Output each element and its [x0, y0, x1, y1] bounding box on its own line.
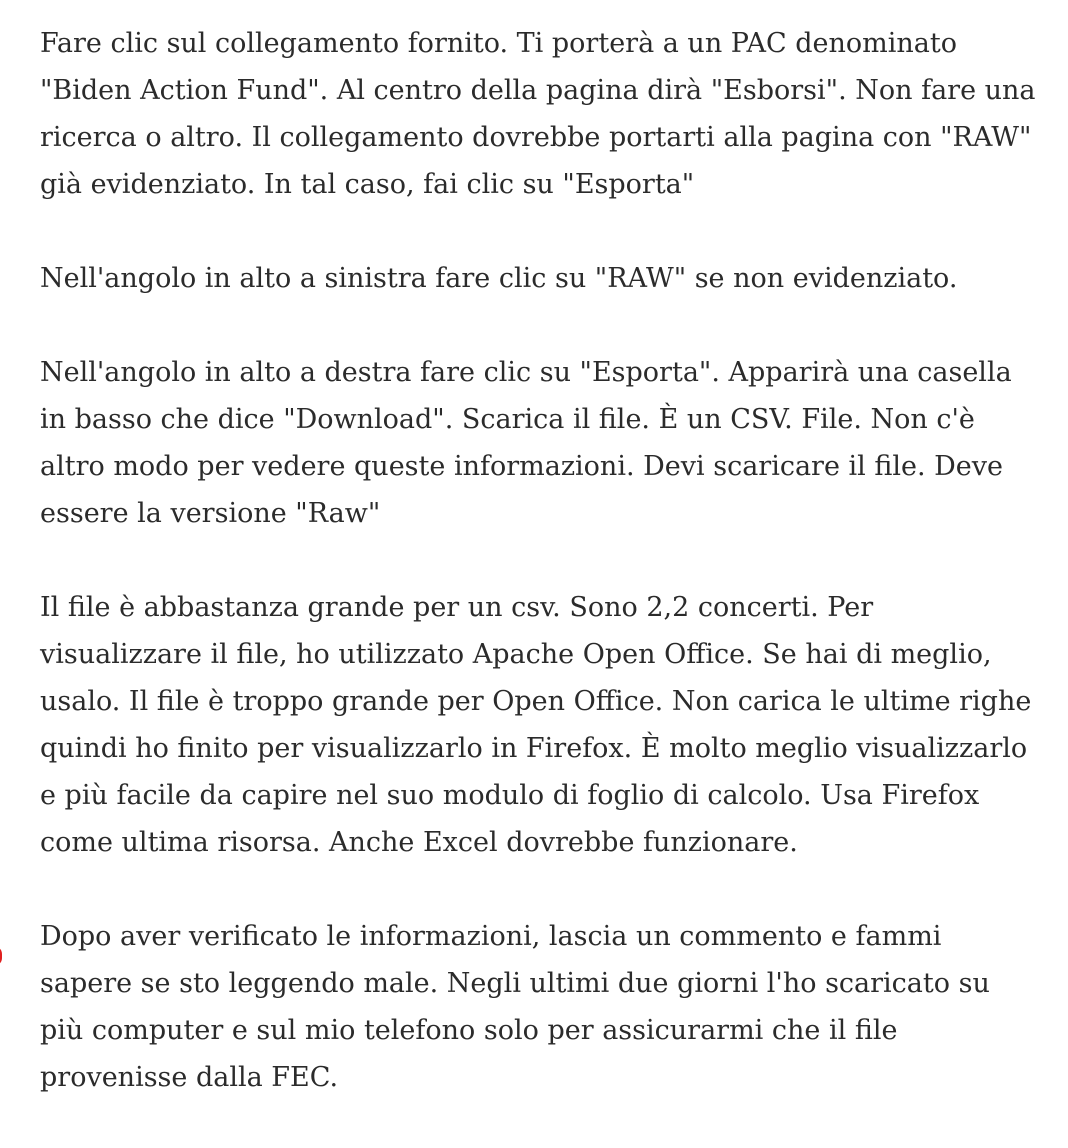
- paragraph-3: Nell'angolo in alto a destra fare clic su "Esporta". Apparirà una casella in basso che dice "Download". Scarica il file. È un CSV. File. Non c'è altro modo per vedere queste informazioni. Devi scaricare il file. Deve essere la versione "Raw": [40, 357, 1012, 529]
- paragraph-4: Il file è abbastanza grande per un csv. Sono 2,2 concerti. Per visualizzare il file, ho utilizzato Apache Open Office. Se hai di meglio, usalo. Il file è troppo grande per Open Office. Non carica le ultime righe quindi ho finito per visualizzarlo in Firefox. È molto meglio visualizzarlo e più facile da capire nel suo modulo di foglio di calcolo. Usa Firefox come ultima risorsa. Anche Excel dovrebbe funzionare.: [40, 592, 1032, 858]
- paragraph-2: Nell'angolo in alto a sinistra fare clic su "RAW" se non evidenziato.: [40, 263, 958, 294]
- article-body: [40, 20, 1040, 1148]
- paragraph-1: Fare clic sul collegamento fornito. Ti porterà a un PAC denominato "Biden Action Fund". Al centro della pagina dirà "Esborsi". Non fare una ricerca o altro. Il collegamento dovrebbe portarti alla pagina con "RAW" già evidenziato. In tal caso, fai clic su "Esporta": [40, 28, 1036, 200]
- floating-indicator-icon[interactable]: [0, 946, 2, 966]
- paragraph-5: Dopo aver verificato le informazioni, lascia un commento e fammi sapere se sto leggendo male. Negli ultimi due giorni l'ho scaricato su più computer e sul mio telefono solo per assicurarmi che il file provenisse dalla FEC.: [40, 921, 990, 1093]
